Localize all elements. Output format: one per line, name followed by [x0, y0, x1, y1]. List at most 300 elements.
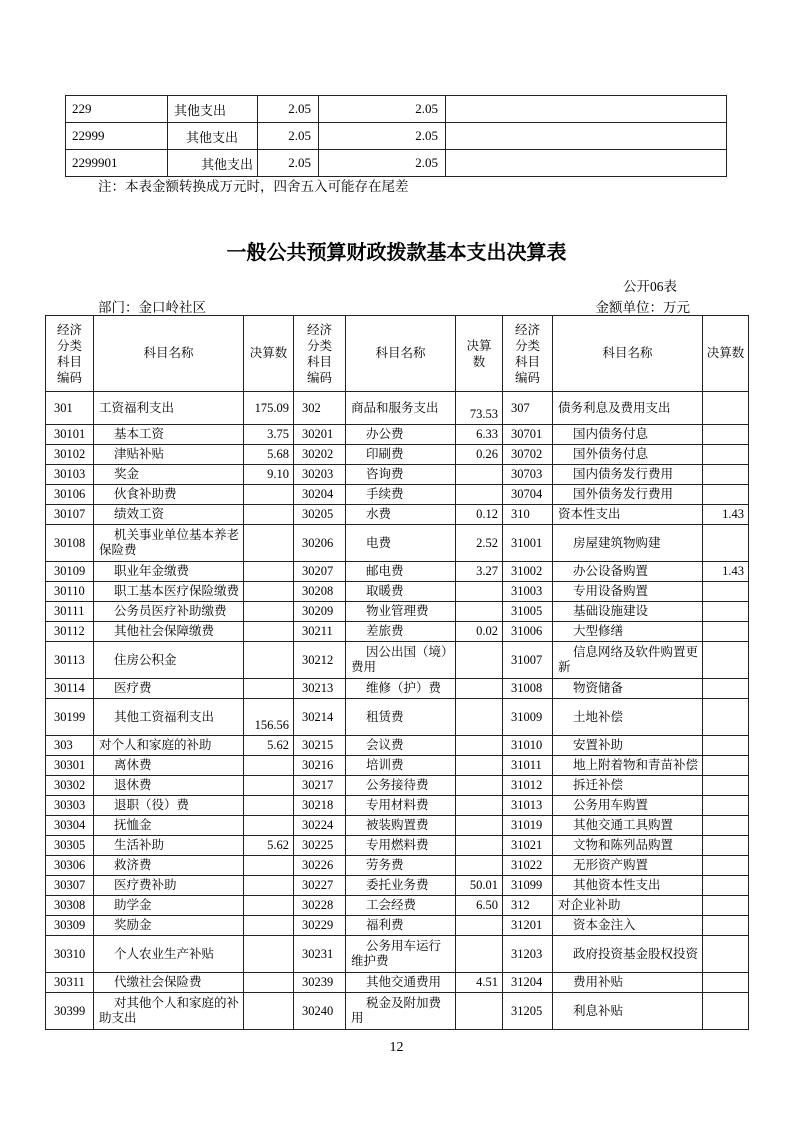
name-cell: 其他资本性支出 — [553, 876, 703, 896]
column-header-code-text: 经济分类科目编码 — [307, 322, 333, 385]
value-cell: 3.27 — [456, 562, 503, 582]
code-cell: 31099 — [503, 876, 553, 896]
value-cell: 2.05 — [258, 96, 319, 123]
table-row — [46, 836, 749, 856]
column-header-name: 科目名称 — [553, 316, 703, 392]
value-cell — [244, 796, 294, 816]
table-row — [46, 776, 749, 796]
name-cell: 医疗费 — [94, 679, 244, 699]
code-cell: 30214 — [294, 699, 346, 736]
code-cell: 31201 — [503, 916, 553, 936]
value-cell — [703, 699, 749, 736]
value-cell — [244, 896, 294, 916]
value-cell — [456, 816, 503, 836]
table-row — [46, 896, 749, 916]
name-cell: 其他交通工具购置 — [553, 816, 703, 836]
table-row — [66, 150, 727, 177]
name-cell: 住房公积金 — [94, 642, 244, 679]
name-cell: 专用燃料费 — [346, 836, 456, 856]
table-row — [46, 642, 749, 679]
table-row — [46, 445, 749, 465]
value-cell — [456, 836, 503, 856]
code-cell: 22999 — [66, 123, 168, 150]
meta-row — [98, 296, 690, 316]
code-cell: 31203 — [503, 936, 553, 973]
code-cell: 30202 — [294, 445, 346, 465]
value-cell — [703, 465, 749, 485]
name-cell: 其他支出 — [168, 96, 258, 123]
value-cell — [703, 836, 749, 856]
code-cell: 30112 — [46, 622, 94, 642]
value-cell: 73.53 — [456, 392, 503, 425]
code-cell: 31005 — [503, 602, 553, 622]
table-row — [66, 123, 727, 150]
value-cell: 1.43 — [703, 505, 749, 525]
column-header-code — [46, 316, 94, 392]
name-cell: 其他支出 — [168, 123, 258, 150]
code-cell: 312 — [503, 896, 553, 916]
table-row — [46, 505, 749, 525]
code-cell: 31012 — [503, 776, 553, 796]
value-cell — [703, 525, 749, 562]
code-cell: 30307 — [46, 876, 94, 896]
value-cell — [244, 973, 294, 993]
value-cell — [244, 525, 294, 562]
value-cell — [703, 896, 749, 916]
code-cell: 31205 — [503, 993, 553, 1030]
value-cell: 0.26 — [456, 445, 503, 465]
amount-unit-label: 金额单位：万元 — [595, 300, 690, 315]
value-cell — [456, 485, 503, 505]
name-cell: 国内债务付息 — [553, 425, 703, 445]
name-cell: 国内债务发行费用 — [553, 465, 703, 485]
column-header-value: 决算数 — [703, 316, 749, 392]
value-cell — [703, 936, 749, 973]
value-cell — [703, 679, 749, 699]
name-cell: 国外债务付息 — [553, 445, 703, 465]
value-cell — [703, 392, 749, 425]
code-cell: 30218 — [294, 796, 346, 816]
value-cell — [456, 936, 503, 973]
name-cell: 印刷费 — [346, 445, 456, 465]
column-header-name: 科目名称 — [94, 316, 244, 392]
value-cell: 2.05 — [258, 123, 319, 150]
name-cell: 水费 — [346, 505, 456, 525]
value-cell — [244, 505, 294, 525]
value-cell — [244, 622, 294, 642]
code-cell: 30311 — [46, 973, 94, 993]
code-cell: 30225 — [294, 836, 346, 856]
name-cell: 其他工资福利支出 — [94, 699, 244, 736]
table-row — [46, 876, 749, 896]
name-cell: 离休费 — [94, 756, 244, 776]
code-cell: 30239 — [294, 973, 346, 993]
name-cell: 债务利息及费用支出 — [553, 392, 703, 425]
name-cell: 对企业补助 — [553, 896, 703, 916]
code-cell: 31009 — [503, 699, 553, 736]
value-cell — [703, 876, 749, 896]
value-cell: 5.62 — [244, 836, 294, 856]
value-cell — [456, 679, 503, 699]
name-cell: 费用补贴 — [553, 973, 703, 993]
value-cell — [244, 936, 294, 973]
code-cell: 31011 — [503, 756, 553, 776]
value-cell: 6.50 — [456, 896, 503, 916]
code-cell: 310 — [503, 505, 553, 525]
name-cell: 培训费 — [346, 756, 456, 776]
code-cell: 31007 — [503, 642, 553, 679]
value-cell — [244, 562, 294, 582]
name-cell: 伙食补助费 — [94, 485, 244, 505]
name-cell: 办公设备购置 — [553, 562, 703, 582]
name-cell: 专用材料费 — [346, 796, 456, 816]
code-cell: 31022 — [503, 856, 553, 876]
value-cell — [703, 993, 749, 1030]
code-cell: 30111 — [46, 602, 94, 622]
code-cell: 30704 — [503, 485, 553, 505]
code-cell: 30229 — [294, 916, 346, 936]
code-cell: 30227 — [294, 876, 346, 896]
code-cell: 30217 — [294, 776, 346, 796]
table-row — [66, 96, 727, 123]
column-header-code-text: 经济分类科目编码 — [515, 322, 541, 385]
code-cell: 30207 — [294, 562, 346, 582]
code-cell: 30212 — [294, 642, 346, 679]
code-cell: 31013 — [503, 796, 553, 816]
name-cell: 医疗费补助 — [94, 876, 244, 896]
value-cell: 4.51 — [456, 973, 503, 993]
code-cell: 31001 — [503, 525, 553, 562]
value-cell — [703, 796, 749, 816]
table-row — [46, 679, 749, 699]
code-cell: 30240 — [294, 993, 346, 1030]
name-cell: 津贴补贴 — [94, 445, 244, 465]
name-cell: 奖励金 — [94, 916, 244, 936]
value-cell: 5.68 — [244, 445, 294, 465]
name-cell: 其他交通费用 — [346, 973, 456, 993]
name-cell: 拆迁补偿 — [553, 776, 703, 796]
name-cell: 邮电费 — [346, 562, 456, 582]
name-cell: 电费 — [346, 525, 456, 562]
code-cell: 30303 — [46, 796, 94, 816]
value-cell: 2.05 — [319, 150, 446, 177]
name-cell: 对其他个人和家庭的补助支出 — [94, 993, 244, 1030]
name-cell: 救济费 — [94, 856, 244, 876]
name-cell: 房屋建筑物购建 — [553, 525, 703, 562]
name-cell: 奖金 — [94, 465, 244, 485]
top-table — [65, 95, 727, 177]
value-cell — [446, 96, 727, 123]
code-cell: 30308 — [46, 896, 94, 916]
code-cell: 30399 — [46, 993, 94, 1030]
code-cell: 30113 — [46, 642, 94, 679]
value-cell — [244, 485, 294, 505]
table-row — [46, 622, 749, 642]
name-cell: 公务用车运行维护费 — [346, 936, 456, 973]
code-cell: 30102 — [46, 445, 94, 465]
value-cell — [456, 796, 503, 816]
code-cell: 31021 — [503, 836, 553, 856]
name-cell: 机关事业单位基本养老保险费 — [94, 525, 244, 562]
value-cell: 2.05 — [319, 96, 446, 123]
column-header-code — [294, 316, 346, 392]
code-cell: 31003 — [503, 582, 553, 602]
code-cell: 30103 — [46, 465, 94, 485]
value-cell — [703, 736, 749, 756]
table-row — [46, 936, 749, 973]
table-row — [46, 756, 749, 776]
name-cell: 专用设备购置 — [553, 582, 703, 602]
value-cell: 0.12 — [456, 505, 503, 525]
code-cell: 31019 — [503, 816, 553, 836]
table-row — [46, 562, 749, 582]
value-cell — [456, 699, 503, 736]
rounding-note: 注：本表金额转换成万元时，四舍五入可能存在尾差 — [98, 179, 409, 194]
code-cell: 30101 — [46, 425, 94, 445]
code-cell: 30305 — [46, 836, 94, 856]
department-label: 部门：金口岭社区 — [98, 300, 206, 315]
code-cell: 229 — [66, 96, 168, 123]
code-cell: 30215 — [294, 736, 346, 756]
code-cell: 30208 — [294, 582, 346, 602]
name-cell: 无形资产购置 — [553, 856, 703, 876]
table-row — [46, 465, 749, 485]
name-cell: 劳务费 — [346, 856, 456, 876]
column-header-value: 决算数 — [244, 316, 294, 392]
name-cell: 抚恤金 — [94, 816, 244, 836]
value-cell: 6.33 — [456, 425, 503, 445]
code-cell: 30301 — [46, 756, 94, 776]
value-cell — [244, 876, 294, 896]
code-cell: 30106 — [46, 485, 94, 505]
name-cell: 政府投资基金股权投资 — [553, 936, 703, 973]
code-cell: 303 — [46, 736, 94, 756]
header-row — [46, 316, 749, 392]
value-cell: 2.52 — [456, 525, 503, 562]
name-cell: 助学金 — [94, 896, 244, 916]
name-cell: 资本性支出 — [553, 505, 703, 525]
value-cell — [244, 856, 294, 876]
value-cell: 2.05 — [319, 123, 446, 150]
name-cell: 职工基本医疗保险缴费 — [94, 582, 244, 602]
table-row — [46, 699, 749, 736]
table-row — [46, 916, 749, 936]
name-cell: 差旅费 — [346, 622, 456, 642]
value-cell — [456, 642, 503, 679]
code-cell: 31204 — [503, 973, 553, 993]
code-cell: 30306 — [46, 856, 94, 876]
name-cell: 地上附着物和青苗补偿 — [553, 756, 703, 776]
code-cell: 30702 — [503, 445, 553, 465]
code-cell: 30204 — [294, 485, 346, 505]
name-cell: 资本金注入 — [553, 916, 703, 936]
page-number: 12 — [389, 1040, 404, 1055]
name-cell: 职业年金缴费 — [94, 562, 244, 582]
name-cell: 利息补贴 — [553, 993, 703, 1030]
name-cell: 维修（护）费 — [346, 679, 456, 699]
value-cell — [456, 916, 503, 936]
table-row — [46, 525, 749, 562]
name-cell: 工资福利支出 — [94, 392, 244, 425]
code-cell: 30309 — [46, 916, 94, 936]
value-cell — [456, 993, 503, 1030]
value-cell: 1.43 — [703, 562, 749, 582]
value-cell — [244, 776, 294, 796]
code-cell: 30199 — [46, 699, 94, 736]
name-cell: 安置补助 — [553, 736, 703, 756]
code-cell: 30231 — [294, 936, 346, 973]
value-cell — [446, 150, 727, 177]
value-cell: 3.75 — [244, 425, 294, 445]
value-cell — [446, 123, 727, 150]
name-cell: 个人农业生产补贴 — [94, 936, 244, 973]
table-row — [46, 582, 749, 602]
name-cell: 公务接待费 — [346, 776, 456, 796]
table-number: 公开06表 — [623, 279, 677, 294]
name-cell: 退休费 — [94, 776, 244, 796]
name-cell: 对个人和家庭的补助 — [94, 736, 244, 756]
value-cell — [703, 425, 749, 445]
name-cell: 委托业务费 — [346, 876, 456, 896]
code-cell: 30110 — [46, 582, 94, 602]
code-cell: 30107 — [46, 505, 94, 525]
value-cell — [703, 916, 749, 936]
code-cell: 30201 — [294, 425, 346, 445]
top-table-body — [66, 96, 727, 177]
code-cell: 30703 — [503, 465, 553, 485]
code-cell: 30228 — [294, 896, 346, 916]
value-cell — [456, 736, 503, 756]
value-cell — [703, 776, 749, 796]
table-row — [46, 602, 749, 622]
code-cell: 30114 — [46, 679, 94, 699]
name-cell: 物资储备 — [553, 679, 703, 699]
value-cell — [703, 856, 749, 876]
table-row — [46, 485, 749, 505]
code-cell: 2299901 — [66, 150, 168, 177]
value-cell: 5.62 — [244, 736, 294, 756]
table-row — [46, 816, 749, 836]
name-cell: 租赁费 — [346, 699, 456, 736]
code-cell: 302 — [294, 392, 346, 425]
value-cell — [703, 756, 749, 776]
code-cell: 30224 — [294, 816, 346, 836]
value-cell — [456, 465, 503, 485]
table-row — [46, 796, 749, 816]
name-cell: 基础设施建设 — [553, 602, 703, 622]
value-cell: 9.10 — [244, 465, 294, 485]
value-cell — [244, 642, 294, 679]
value-cell — [456, 756, 503, 776]
value-cell — [456, 602, 503, 622]
name-cell: 物业管理费 — [346, 602, 456, 622]
value-cell: 50.01 — [456, 876, 503, 896]
name-cell: 其他支出 — [168, 150, 258, 177]
name-cell: 大型修缮 — [553, 622, 703, 642]
code-cell: 30109 — [46, 562, 94, 582]
code-cell: 30203 — [294, 465, 346, 485]
value-cell — [456, 776, 503, 796]
value-cell — [703, 816, 749, 836]
value-cell — [703, 622, 749, 642]
code-cell: 30226 — [294, 856, 346, 876]
name-cell: 商品和服务支出 — [346, 392, 456, 425]
name-cell: 代缴社会保险费 — [94, 973, 244, 993]
value-cell — [244, 582, 294, 602]
value-cell: 175.09 — [244, 392, 294, 425]
name-cell: 基本工资 — [94, 425, 244, 445]
table-row — [46, 993, 749, 1030]
name-cell: 税金及附加费用 — [346, 993, 456, 1030]
code-cell: 30108 — [46, 525, 94, 562]
value-cell — [703, 582, 749, 602]
value-cell — [244, 993, 294, 1030]
code-cell: 301 — [46, 392, 94, 425]
table-row — [46, 973, 749, 993]
table-row — [46, 736, 749, 756]
value-cell — [456, 582, 503, 602]
value-cell — [703, 445, 749, 465]
name-cell: 因公出国（境）费用 — [346, 642, 456, 679]
value-cell — [244, 602, 294, 622]
code-cell: 30701 — [503, 425, 553, 445]
name-cell: 生活补助 — [94, 836, 244, 856]
value-cell: 2.05 — [258, 150, 319, 177]
name-cell: 绩效工资 — [94, 505, 244, 525]
code-cell: 30310 — [46, 936, 94, 973]
value-cell — [244, 679, 294, 699]
value-cell — [244, 816, 294, 836]
code-cell: 31006 — [503, 622, 553, 642]
table-row — [46, 856, 749, 876]
code-cell: 31010 — [503, 736, 553, 756]
name-cell: 咨询费 — [346, 465, 456, 485]
code-cell: 30213 — [294, 679, 346, 699]
code-cell: 30209 — [294, 602, 346, 622]
name-cell: 土地补偿 — [553, 699, 703, 736]
column-header-code-text: 经济分类科目编码 — [57, 322, 83, 385]
name-cell: 其他社会保障缴费 — [94, 622, 244, 642]
code-cell: 307 — [503, 392, 553, 425]
name-cell: 办公费 — [346, 425, 456, 445]
table-row — [46, 392, 749, 425]
code-cell: 31008 — [503, 679, 553, 699]
page-title: 一般公共预算财政拨款基本支出决算表 — [226, 242, 567, 264]
code-cell: 30302 — [46, 776, 94, 796]
value-cell — [456, 856, 503, 876]
name-cell: 取暖费 — [346, 582, 456, 602]
name-cell: 被装购置费 — [346, 816, 456, 836]
name-cell: 公务用车购置 — [553, 796, 703, 816]
name-cell: 信息网络及软件购置更新 — [553, 642, 703, 679]
value-cell — [703, 642, 749, 679]
table-row — [46, 425, 749, 445]
value-cell: 0.02 — [456, 622, 503, 642]
name-cell: 退职（役）费 — [94, 796, 244, 816]
column-header-name: 科目名称 — [346, 316, 456, 392]
name-cell: 手续费 — [346, 485, 456, 505]
column-header-value — [456, 316, 503, 392]
main-table-body — [46, 392, 749, 1030]
value-cell — [244, 756, 294, 776]
code-cell: 30205 — [294, 505, 346, 525]
value-cell — [244, 916, 294, 936]
name-cell: 会议费 — [346, 736, 456, 756]
name-cell: 福利费 — [346, 916, 456, 936]
column-header-code — [503, 316, 553, 392]
name-cell: 工会经费 — [346, 896, 456, 916]
value-cell — [703, 602, 749, 622]
